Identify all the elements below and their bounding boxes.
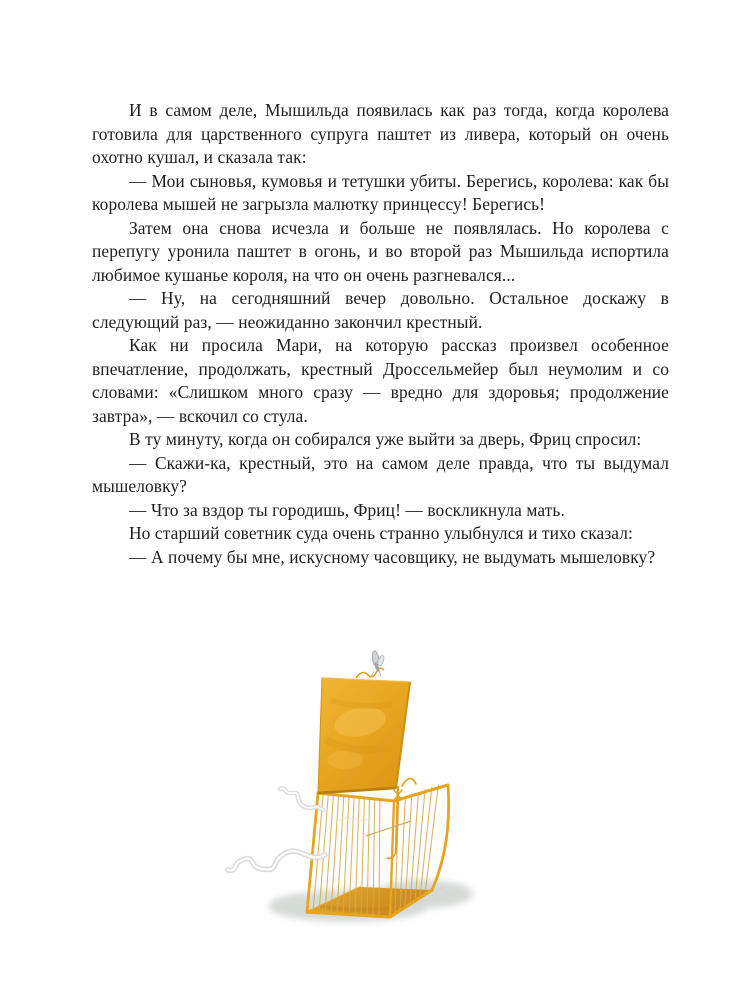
story-paragraph: — Ну, на сегодняшний вечер довольно. Остальное доскажу в следующий раз, — неожиданно закончил крестный.: [92, 288, 669, 332]
moth-icon: [371, 651, 384, 677]
story-paragraph: — Скажи-ка, крестный, это на самом деле правда, что ты выдумал мышеловку?: [92, 452, 669, 496]
story-paragraph: В ту минуту, когда он собирался уже выйти за дверь, Фриц спросил:: [129, 429, 642, 449]
story-paragraph: Как ни просила Мари, на которую рассказ произвел особенное впечатление, продолжать, крестный Дроссельмейер был неумолим и со словами: «Слишком много сразу — вредно для здоровья; продолжение завтра», — вскочил со стула.: [92, 335, 669, 426]
story-text: [92, 99, 669, 569]
cage-lid: [318, 678, 410, 793]
story-paragraph: — Мои сыновья, кумовья и тетушки убиты. Берегись, королева: как бы королева мышей не загрызла малютку принцессу! Берегись!: [92, 170, 669, 214]
story-paragraph: И в самом деле, Мышильда появилась как раз тогда, когда королева готовила для царственного супруга паштет из ливера, который он очень охотно кушал, и сказала так:: [92, 100, 669, 167]
mousetrap-illustration: [180, 640, 580, 970]
story-paragraph: Но старший советник суда очень странно улыбнулся и тихо сказал:: [129, 523, 633, 543]
story-paragraph: — Что за вздор ты городишь, Фриц! — воскликнула мать.: [129, 499, 565, 520]
mousetrap-svg: [180, 640, 580, 970]
story-paragraph: Затем она снова исчезла и больше не появлялась. Но королева с перепугу уронила паштет в огонь, и во второй раз Мышильда испортила любимое кушанье короля, на что он очень разгневался...: [92, 217, 669, 285]
story-paragraph: — А почему бы мне, искусному часовщику, не выдумать мышеловку?: [129, 546, 656, 567]
